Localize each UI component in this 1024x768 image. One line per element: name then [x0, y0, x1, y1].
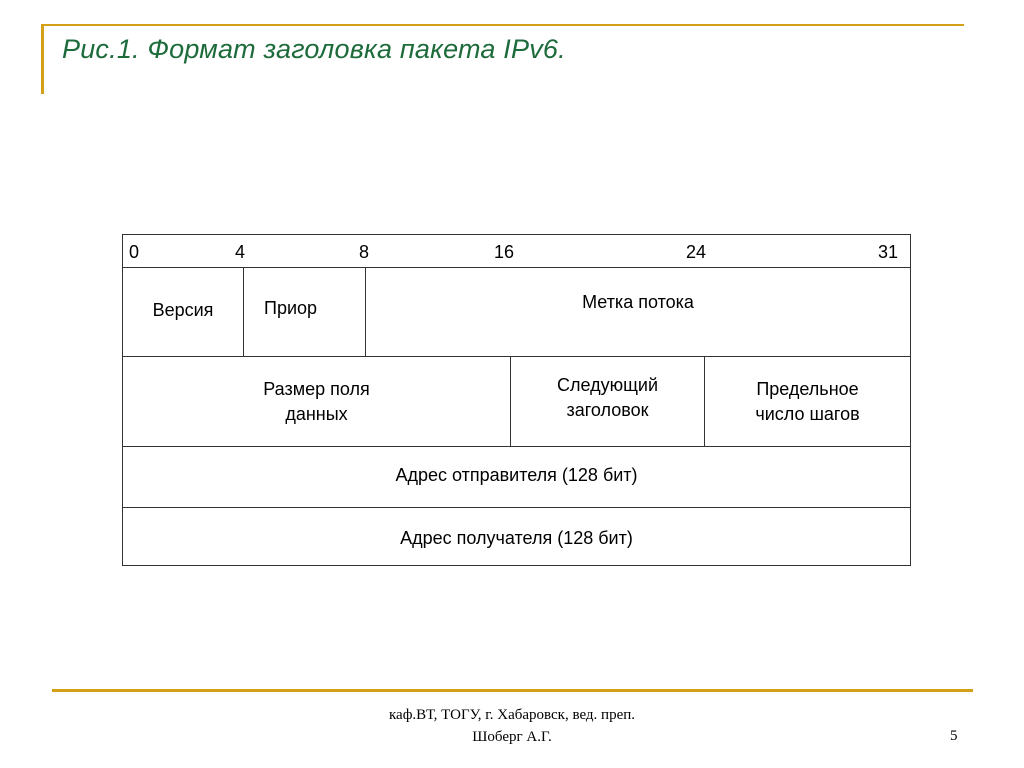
slide-title: Рис.1. Формат заголовка пакета IPv6.	[62, 34, 566, 64]
bit-label-8: 8	[359, 242, 370, 262]
field-hop-limit	[704, 356, 911, 447]
top-accent-line	[41, 24, 964, 26]
field-payload-length-line1: Размер поля	[263, 379, 370, 399]
field-next-header	[510, 356, 705, 447]
field-hop-limit-line1: Предельное	[756, 379, 859, 399]
bit-label-31: 31	[878, 242, 899, 262]
footer-credits	[300, 705, 724, 749]
field-destination-address	[122, 507, 911, 566]
page-number: 5	[950, 728, 958, 744]
bit-label-24: 24	[686, 242, 707, 262]
field-priority	[243, 267, 366, 357]
field-version-label: Версия	[152, 300, 214, 320]
field-priority-label: Приор	[264, 298, 318, 318]
footer-line-1: каф.ВТ, ТОГУ, г. Хабаровск, вед. преп.	[388, 707, 636, 723]
field-payload-length-line2: данных	[285, 404, 348, 425]
field-flow-label	[365, 267, 911, 357]
field-payload-length	[122, 356, 511, 447]
field-next-header-line2: заголовок	[566, 400, 649, 421]
field-source-address-label: Адрес отправителя (128 бит)	[395, 465, 638, 485]
ipv6-header-diagram	[122, 234, 911, 566]
bit-label-4: 4	[235, 242, 246, 262]
field-next-header-line1: Следующий	[556, 375, 659, 395]
field-hop-limit-line2: число шагов	[755, 404, 860, 425]
field-flow-label-text: Метка потока	[582, 292, 694, 312]
footer-divider	[52, 689, 973, 692]
field-version	[122, 267, 244, 357]
left-accent-bar	[41, 24, 44, 94]
field-destination-address-label: Адрес получателя (128 бит)	[400, 528, 633, 548]
field-source-address	[122, 446, 911, 508]
bit-label-0: 0	[129, 242, 140, 262]
footer-line-2: Шоберг А.Г.	[472, 728, 552, 745]
bit-label-16: 16	[494, 242, 515, 262]
